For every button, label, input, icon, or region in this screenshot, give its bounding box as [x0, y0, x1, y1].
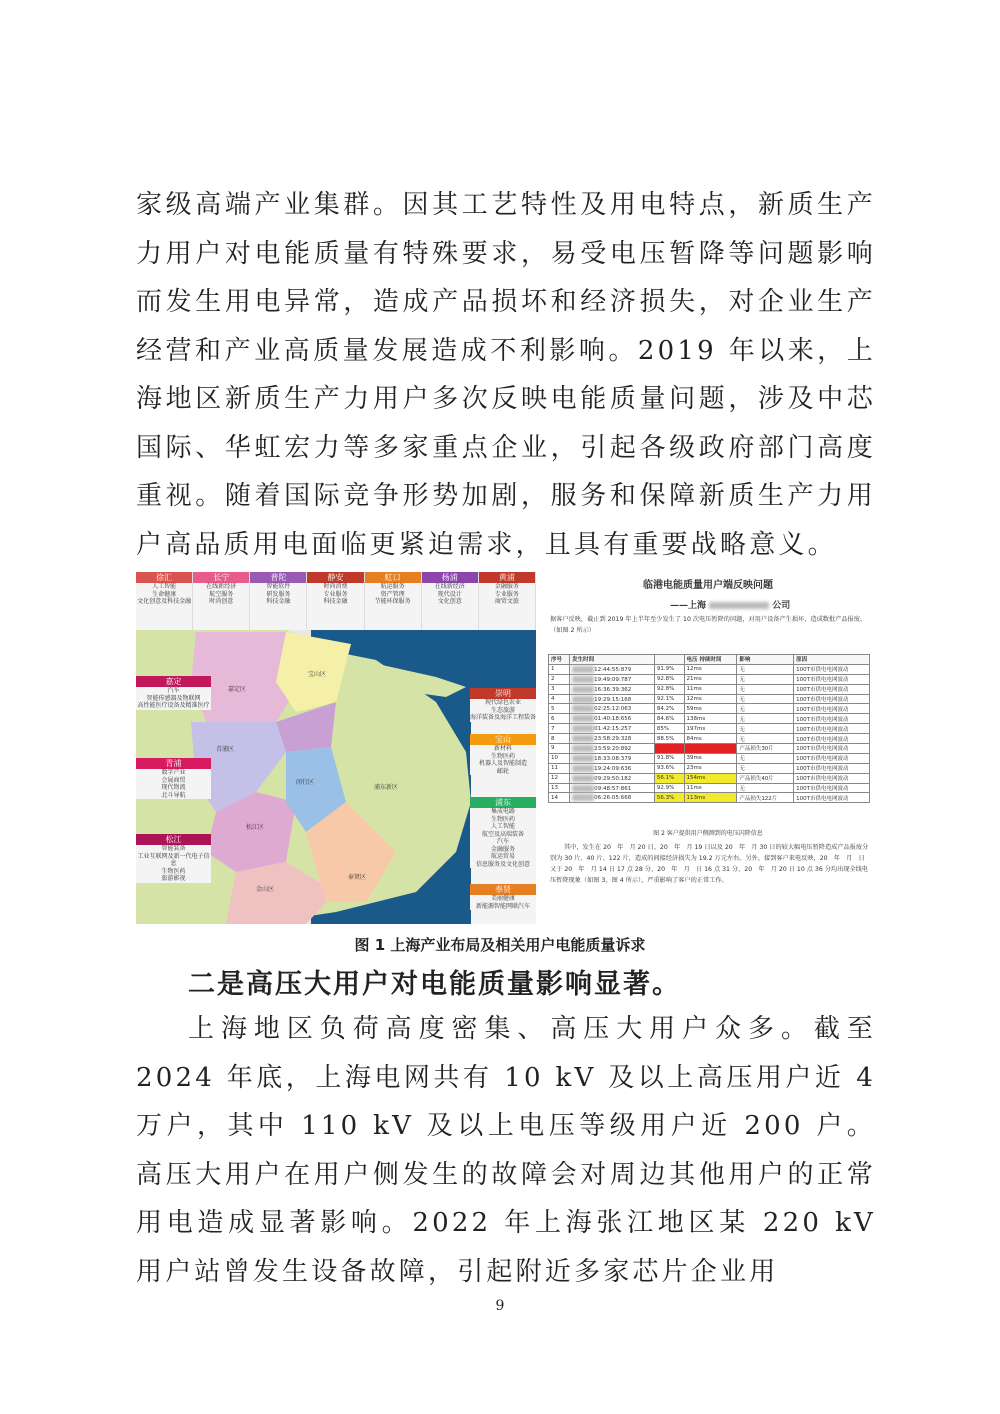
district-huangpu: 黄浦 金融服务 专业服务 商贸文旅 [479, 572, 536, 630]
table-cell: 85% [654, 724, 684, 734]
figure-caption: 图 1 上海产业布局及相关用户电能质量诉求 [354, 936, 646, 954]
redacted-date [572, 715, 594, 722]
table-cell: 92.1% [654, 694, 684, 704]
doc-title: 临港电能质量用户端反映问题 [643, 580, 773, 591]
district-pudong: 浦东 集成电路 生物医药 人工智能 航空及高端装备 汽车 金融服务 航运贸易 信息服务及文化创意 [470, 797, 536, 868]
table-cell: 8 [549, 734, 570, 744]
table-cell: 3 [549, 684, 570, 694]
redacted-company-name [709, 602, 769, 609]
table-cell: 100T市供电电网波动 [794, 734, 870, 744]
table-row [549, 684, 870, 694]
table-cell: 154ms [684, 773, 737, 783]
table-cell: 无 [737, 664, 794, 674]
redacted-date [572, 785, 594, 792]
redacted-date [572, 775, 594, 782]
redacted-date [572, 745, 594, 752]
table-cell: 无 [737, 694, 794, 704]
district-fengxian: 奉贤 美丽健康 新能源智能网联汽车 [470, 884, 536, 910]
table-cell: 59ms [684, 704, 737, 714]
table-cell: 138ms [684, 714, 737, 724]
table-cell: 92.8% [654, 674, 684, 684]
table-cell: 01:42:15:257 [570, 724, 655, 734]
table-cell: 7 [549, 724, 570, 734]
table-cell: 84ms [684, 734, 737, 744]
table-cell: 无 [737, 704, 794, 714]
table-cell: 100T市供电电网波动 [794, 674, 870, 684]
table-cell: 01:40:18:656 [570, 714, 655, 724]
table-cell: 无 [737, 763, 794, 773]
district-hongkou: 虹口 航运服务 资产管理 节能环保服务 [365, 572, 422, 630]
table-cell: 06:26:05:668 [570, 793, 655, 803]
customer-complaint-document [540, 572, 876, 924]
table-cell: 无 [737, 714, 794, 724]
table-cell: 14 [549, 793, 570, 803]
district-putuo: 普陀 智能软件 研发服务 科技金融 [250, 572, 307, 630]
table-cell: 11ms [684, 684, 737, 694]
table-header-cell: 发生时间 [570, 655, 655, 665]
table-cell: 16:36:39:362 [570, 684, 655, 694]
redacted-date [572, 686, 594, 693]
table-header-cell: 影响 [737, 655, 794, 665]
table-cell: 无 [737, 724, 794, 734]
table-row [549, 734, 870, 744]
table-row [549, 714, 870, 724]
redacted-date [572, 666, 594, 673]
table-cell: 02:25:12:063 [570, 704, 655, 714]
table-cell: 100T市供电电网波动 [794, 664, 870, 674]
table-cell: 100T市供电电网波动 [794, 783, 870, 793]
district-changning: 长宁 在线新经济 航空服务 时尚创意 [193, 572, 250, 630]
voltage-sag-table [548, 654, 870, 803]
table-header-cell: 电压 持续时间 [684, 655, 737, 665]
table-cell: 84.6% [654, 714, 684, 724]
table-cell: 100T市供电电网波动 [794, 724, 870, 734]
redacted-date [572, 676, 594, 683]
table-row [549, 763, 870, 773]
table-row [549, 724, 870, 734]
table-cell: 56.1% [654, 773, 684, 783]
area-label-qingpu: 青浦区 [216, 746, 235, 753]
area-label-songjiang: 松江区 [246, 824, 265, 831]
table-cell: 5 [549, 704, 570, 714]
doc-signature: ——上海 公司 [670, 601, 791, 611]
district-jiading: 嘉定 汽车 智能传感器及物联网 高性能医疗设备及精准医疗 [137, 677, 210, 709]
table-cell: 12 [549, 773, 570, 783]
table-cell: 21ms [684, 674, 737, 684]
redacted-date [572, 735, 594, 742]
table-cell: 93.6% [654, 763, 684, 773]
doc-body: 其中，发生在 20 年 月 20 日、20 年 月 19 日以及 20 年 月 30 日的较大幅电压暂降造成产品报废分别为 30 片、40 片、122 片，造成的间接经济损失为 19.2 万元左右。另外，接到客户来电反映，20 年 月 日 又于 20 年 月 14 日 17 点 28 分、20 年 月 日 16 点 31 分、20 年 月 20 日 10 点 36 分均出现全线电压暂降现象（如图 3、图 4 所示），严重影响了客户的正常工作。 [550, 844, 871, 884]
table-cell: 23ms [684, 763, 737, 773]
table-cell: 197ms [684, 724, 737, 734]
table-cell [684, 744, 737, 754]
table-cell: 4 [549, 694, 570, 704]
district-baoshan: 宝山 新材料 生物医药 机器人及智能制造 邮轮 [470, 734, 536, 775]
table-cell: 113ms [684, 793, 737, 803]
table-cell: 100T市供电电网波动 [794, 704, 870, 714]
table-cell: 100T市供电电网波动 [794, 763, 870, 773]
table-cell: 10 [549, 753, 570, 763]
redacted-date [572, 705, 594, 712]
district-songjiang: 松江 智能装备 工业互联网及新一代电子信息 生物医药 旅游影视 [137, 835, 210, 882]
table-cell: 100T市供电电网波动 [794, 714, 870, 724]
table-cell: 100T市供电电网波动 [794, 694, 870, 704]
doc-intro: 据客户反映，截止到 2019 年上半年至少发生了 10 次电压暂降的问题，对用户设备产生损坏，造成数批产品报废。（如图 2 所示） [550, 616, 867, 634]
district-xuhui: 徐汇 人工智能 生命健康 文化创意及科技金融 [136, 572, 193, 630]
table-row [549, 674, 870, 684]
table-cell [654, 744, 684, 754]
table-cell: 100T市供电电网波动 [794, 684, 870, 694]
table-cell: 13 [549, 783, 570, 793]
table-cell: 39ms [684, 753, 737, 763]
table-cell: 84.2% [654, 704, 684, 714]
table-cell: 产品损失122片 [737, 793, 794, 803]
table-cell: 09:29:50:182 [570, 773, 655, 783]
table-cell: 9 [549, 744, 570, 754]
table-cell: 无 [737, 753, 794, 763]
table-header-cell: 原因 [794, 655, 870, 665]
area-label-minhang: 闵行区 [296, 779, 315, 786]
district-jingan: 静安 时尚消费 专业服务 科技金融 [307, 572, 364, 630]
table-cell: 18:33:08:379 [570, 753, 655, 763]
table-cell: 100T市供电电网波动 [794, 744, 870, 754]
table-cell: 12ms [684, 694, 737, 704]
figure-1 [136, 572, 876, 924]
redacted-date [572, 765, 594, 772]
district-qingpu: 青浦 数字产业 会展商贸 现代物流 北斗导航 [136, 758, 211, 799]
paragraph-2: 上海地区负荷高度密集、高压大用户众多。截至 2024 年底，上海电网共有 10 kV 及以上高压用户近 4 万户，其中 110 kV 及以上电压等级用户近 200 户。高压大用户在用户侧发生的故障会对周边其他用户的正常用电造成显著影响。2022 年上海张江地区某 220 kV 用户站曾发生设备故障，引起附近多家芯片企业用 [136, 1014, 876, 1287]
area-label-pudong: 浦东新区 [374, 784, 399, 791]
table-cell: 11 [549, 763, 570, 773]
table-cell: 23:59:20:892 [570, 744, 655, 754]
table-cell: 产品损失30片 [737, 744, 794, 754]
table-cell: 无 [737, 734, 794, 744]
area-label-baoshan: 宝山区 [308, 671, 327, 678]
table-cell: 12:44:55:879 [570, 664, 655, 674]
paragraph-1: 家级高端产业集群。因其工艺特性及用电特点，新质生产力用户对电能质量有特殊要求，易受电压暂降等问题影响而发生用电异常，造成产品损坏和经济损失，对企业生产经营和产业高质量发展造成不利影响。2019 年以来，上海地区新质生产力用户多次反映电能质量问题，涉及中芯国际、华虹宏力等多家重点企业，引起各级政府部门高度重视。随着国际竞争形势加剧，服务和保障新质生产力用户高品质用电面临更紧迫需求，且具有重要战略意义。 [136, 190, 876, 560]
district-yangpu: 杨浦 在线新经济 现代设计 文化创意 [422, 572, 479, 630]
table-row [549, 793, 870, 803]
table-cell: 无 [737, 783, 794, 793]
table-cell: 2 [549, 674, 570, 684]
table-cell: 56.3% [654, 793, 684, 803]
table-cell: 19:24:09:636 [570, 763, 655, 773]
table-row [549, 773, 870, 783]
redacted-date [572, 755, 594, 762]
table-cell: 100T市供电电网波动 [794, 793, 870, 803]
table-row [549, 744, 870, 754]
table-cell: 无 [737, 674, 794, 684]
table-cell: 88.5% [654, 734, 684, 744]
section-heading: 二是高压大用户对电能质量影响显著。 [188, 969, 681, 1000]
table-cell: 11ms [684, 783, 737, 793]
table-cell: 92.8% [654, 684, 684, 694]
area-label-fengxian: 奉贤区 [348, 874, 367, 881]
table-cell: 91.9% [654, 664, 684, 674]
table-row [549, 664, 870, 674]
table-cell: 12ms [684, 664, 737, 674]
area-label-jinshan: 金山区 [256, 886, 275, 893]
table-header-row [549, 655, 870, 665]
area-label-jiading: 嘉定区 [228, 686, 247, 693]
table-cell: 19:29:15:168 [570, 694, 655, 704]
table-cell: 23:58:29:328 [570, 734, 655, 744]
table-header-cell: 序号 [549, 655, 570, 665]
table-cell: 92.9% [654, 783, 684, 793]
table-row [549, 704, 870, 714]
page-number: 9 [495, 1298, 505, 1314]
table-cell: 1 [549, 664, 570, 674]
table-row [549, 753, 870, 763]
table-row [549, 694, 870, 704]
table-cell: 100T市供电电网波动 [794, 753, 870, 763]
table-row [549, 783, 870, 793]
district-header-row [136, 572, 536, 630]
redacted-date [572, 696, 594, 703]
table-cell: 无 [737, 684, 794, 694]
district-chongming: 崇明 现代绿色农业 生态旅游 海洋装备及海洋工程装备 [470, 689, 536, 721]
redacted-date [572, 794, 594, 801]
table-cell: 100T市供电电网波动 [794, 773, 870, 783]
table-cell: 产品损失40片 [737, 773, 794, 783]
table-cell: 6 [549, 714, 570, 724]
redacted-date [572, 725, 594, 732]
table-cell: 91.8% [654, 753, 684, 763]
table-cell: 09:48:57:861 [570, 783, 655, 793]
doc-table-caption: 图 2 客户提供用户侧测到的电压闪降信息 [653, 830, 763, 837]
table-header-cell [654, 655, 684, 665]
shanghai-industry-map [136, 572, 536, 924]
table-cell: 19:49:09:787 [570, 674, 655, 684]
